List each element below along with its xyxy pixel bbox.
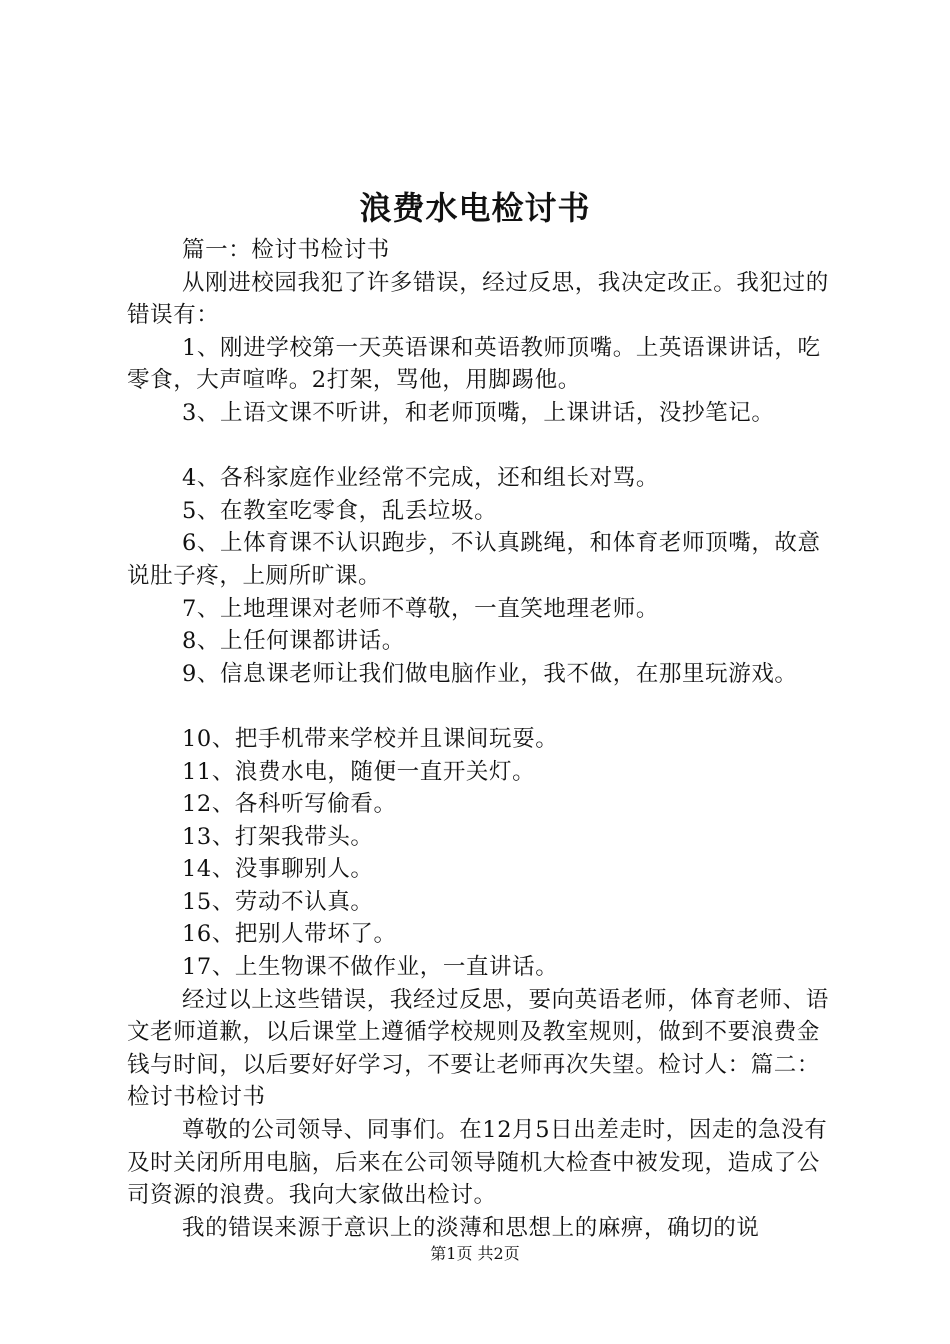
paragraph: 11、浪费水电，随便一直开关灯。 [182, 758, 536, 785]
document-body [127, 234, 837, 1244]
paragraph: 10、把手机带来学校并且课间玩耍。 [182, 725, 559, 752]
paragraph: 13、打架我带头。 [182, 823, 374, 850]
paragraph: 15、劳动不认真。 [182, 888, 374, 915]
paragraph: 篇一：检讨书检讨书 [182, 237, 390, 263]
paragraph: 8、上任何课都讲话。 [182, 628, 405, 655]
paragraph: 3、上语文课不听讲，和老师顶嘴，上课讲话，没抄笔记。 [182, 399, 775, 426]
paragraph: 从刚进校园我犯了许多错误，经过反思，我决定改正。我犯过的错误有： [127, 269, 829, 329]
paragraph: 经过以上这些错误，我经过反思，要向英语老师，体育老师、语文老师道歉，以后课堂上遵循学校规则及教室规则，做到不要浪费金钱与时间，以后要好好学习，不要让老师再次失望。检讨人：篇二：检讨书检讨书 [127, 986, 829, 1111]
paragraph: 14、没事聊别人。 [182, 856, 374, 883]
paragraph: 17、上生物课不做作业，一直讲话。 [182, 954, 559, 981]
document-title: 浪费水电检讨书 [359, 189, 591, 227]
page-footer: 第1页 共2页 [430, 1244, 520, 1263]
paragraph: 12、各科听写偷看。 [182, 791, 397, 818]
paragraph: 7、上地理课对老师不尊敬，一直笑地理老师。 [182, 595, 659, 622]
paragraph: 我的错误来源于意识上的淡薄和思想上的麻痹，确切的说 [182, 1214, 760, 1241]
paragraph: 4、各科家庭作业经常不完成，还和组长对骂。 [182, 465, 659, 492]
paragraph: 9、信息课老师让我们做电脑作业，我不做，在那里玩游戏。 [182, 660, 798, 687]
paragraph: 16、把别人带坏了。 [182, 921, 397, 948]
paragraph: 5、在教室吃零食，乱丢垃圾。 [182, 497, 498, 524]
paragraph: 尊敬的公司领导、同事们。在12月5日出差走时，因走的急没有及时关闭所用电脑，后来在公司领导随机大检查中被发现，造成了公司资源的浪费。我向大家做出检讨。 [127, 1117, 828, 1209]
paragraph: 1、刚进学校第一天英语课和英语教师顶嘴。上英语课讲话，吃零食，大声喧哗。2打架，骂他，用脚踢他。 [127, 334, 821, 394]
paragraph: 6、上体育课不认识跑步，不认真跳绳，和体育老师顶嘴，故意说肚子疼，上厕所旷课。 [127, 530, 821, 589]
